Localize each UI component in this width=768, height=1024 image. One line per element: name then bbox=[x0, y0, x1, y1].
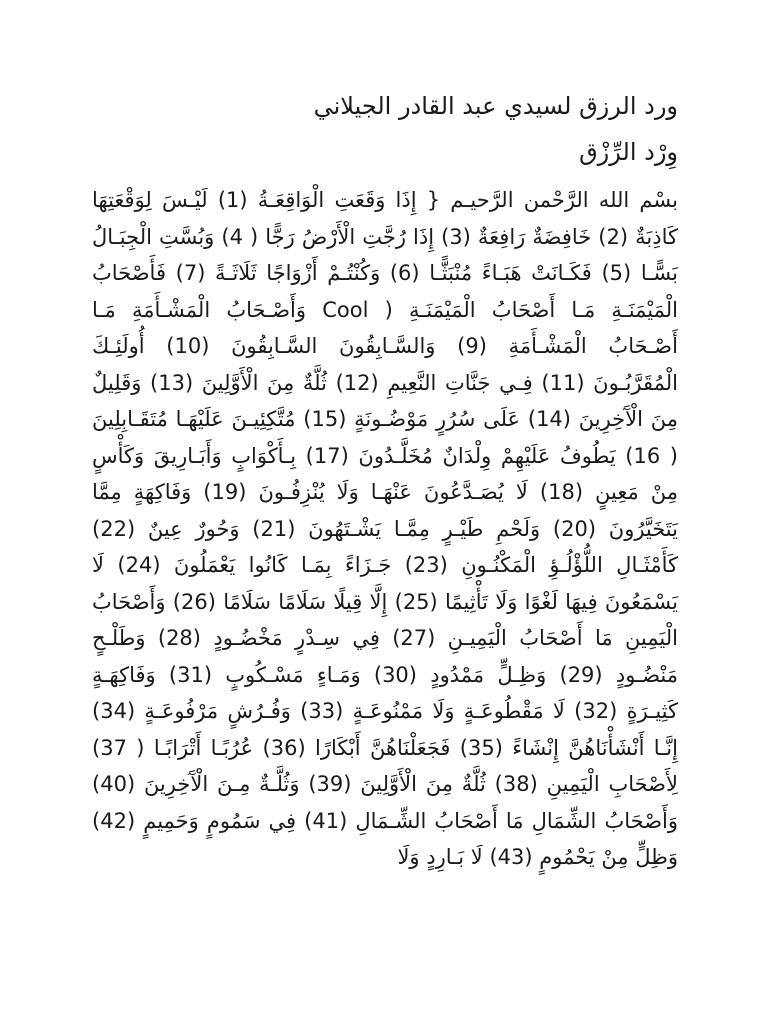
document-title: ورد الرزق لسيدي عبد القادر الجيلاني bbox=[313, 92, 678, 120]
document-subtitle: وِرْد الرِّزْق bbox=[579, 138, 678, 166]
document-body-text: بسْم الله الرَّحْمن الرَّحيـم { إِذَا وَقَعَتِ الْوَاقِعَـةُ (1) لَيْـسَ لِوَقْعَتِهَا كَاذِبَةٌ (2) خَافِضَةٌ رَافِعَةٌ (3) إِذَا رُجَّتِ الْأَرْضُ رَجًّا ( 4) وَبُسَّتِ الْجِبَـالُ بَسًّـا (5) فَكَـانَتْ هَبَـاءً مُنْبَثًّـا (6) وَكُنْتُـمْ أَزْوَاجًا ثَلَاثَـةً (7) فَأَصْحَابُ الْمَيْمَنَـةِ مَـا أَصْحَابُ الْمَيْمَنَـةِ ( Cool وَأَصْـحَابُ الْمَشْـأَمَةِ مَـا أَصْـحَابُ الْمَشْـأَمَةِ (9) وَالسَّـابِقُونَ السَّـابِقُونَ (10) أُولَئِـكَ الْمُقَرَّبُـونَ (11) فِـي جَنَّاتِ النَّعِيمِ (12) ثُلَّةٌ مِنَ الْأَوَّلِينَ (13) وَقَلِيلٌ مِنَ الْآَخِرِينَ (14) عَلَى سُرُرٍ مَوْضُـونَةٍ (15) مُتَّكِئِيـنَ عَلَيْهَـا مُتَقَـابِلِينَ ( 16) يَطُوفُ عَلَيْهِمْ وِلْدَانٌ مُخَلَّـدُونَ (17) بِـأَكْوَابٍ وَأَبَـارِيقَ وَكَأْسٍ مِنْ مَعِينٍ (18) لَا يُصَـدَّعُونَ عَنْهَـا وَلَا يُنْزِفُـونَ (19) وَفَاكِهَةٍ مِمَّا يَتَخَيَّرُونَ (20) وَلَحْمِ طَيْـرٍ مِمَّـا يَشْـتَهُونَ (21) وَحُورٌ عِينٌ (22) كَأَمْثَـالِ اللُّؤْلُـؤِ الْمَكْنُـونِ (23) جَـزَاءً بِمَـا كَانُوا يَعْمَلُونَ (24) لَا يَسْمَعُونَ فِيهَا لَغْوًا وَلَا تَأْثِيمًا (25) إِلَّا قِيلًا سَلَامًا سَلَامًا (26) وَأَصْحَابُ الْيَمِينِ مَا أَصْحَابُ الْيَمِيـنِ (27) فِي سِـدْرٍ مَخْضُـودٍ (28) وَطَلْـحٍ مَنْضُـودٍ (29) وَظِـلٍّ مَمْدُودٍ (30) وَمَـاءٍ مَسْـكُوبٍ (31) وَفَاكِهَـةٍ كَثِيـرَةٍ (32) لَا مَقْطُوعَـةٍ وَلَا مَمْنُوعَـةٍ (33) وَفُـرُشٍ مَرْفُوعَـةٍ (34) إِنَّـا أَنْشَأْنَاهُنَّ إِنْشَاءً (35) فَجَعَلْنَاهُنَّ أَبْكَارًا (36) عُرُبًـا أَتْرَابًـا ( 37) لِأَصْحَابِ الْيَمِينِ (38) ثُلَّةٌ مِنَ الْأَوَّلِينَ (39) وَثُلَّـةٌ مِـنَ الْآَخِرِينَ (40) وَأَصْحَابُ الشِّمَالِ مَا أَصْحَابُ الشِّـمَالِ (41) فِي سَمُومٍ وَحَمِيمٍ (42) وَظِلٍّ مِنْ يَحْمُومٍ (43) لَا بَـارِدٍ وَلَا bbox=[92, 188, 679, 869]
